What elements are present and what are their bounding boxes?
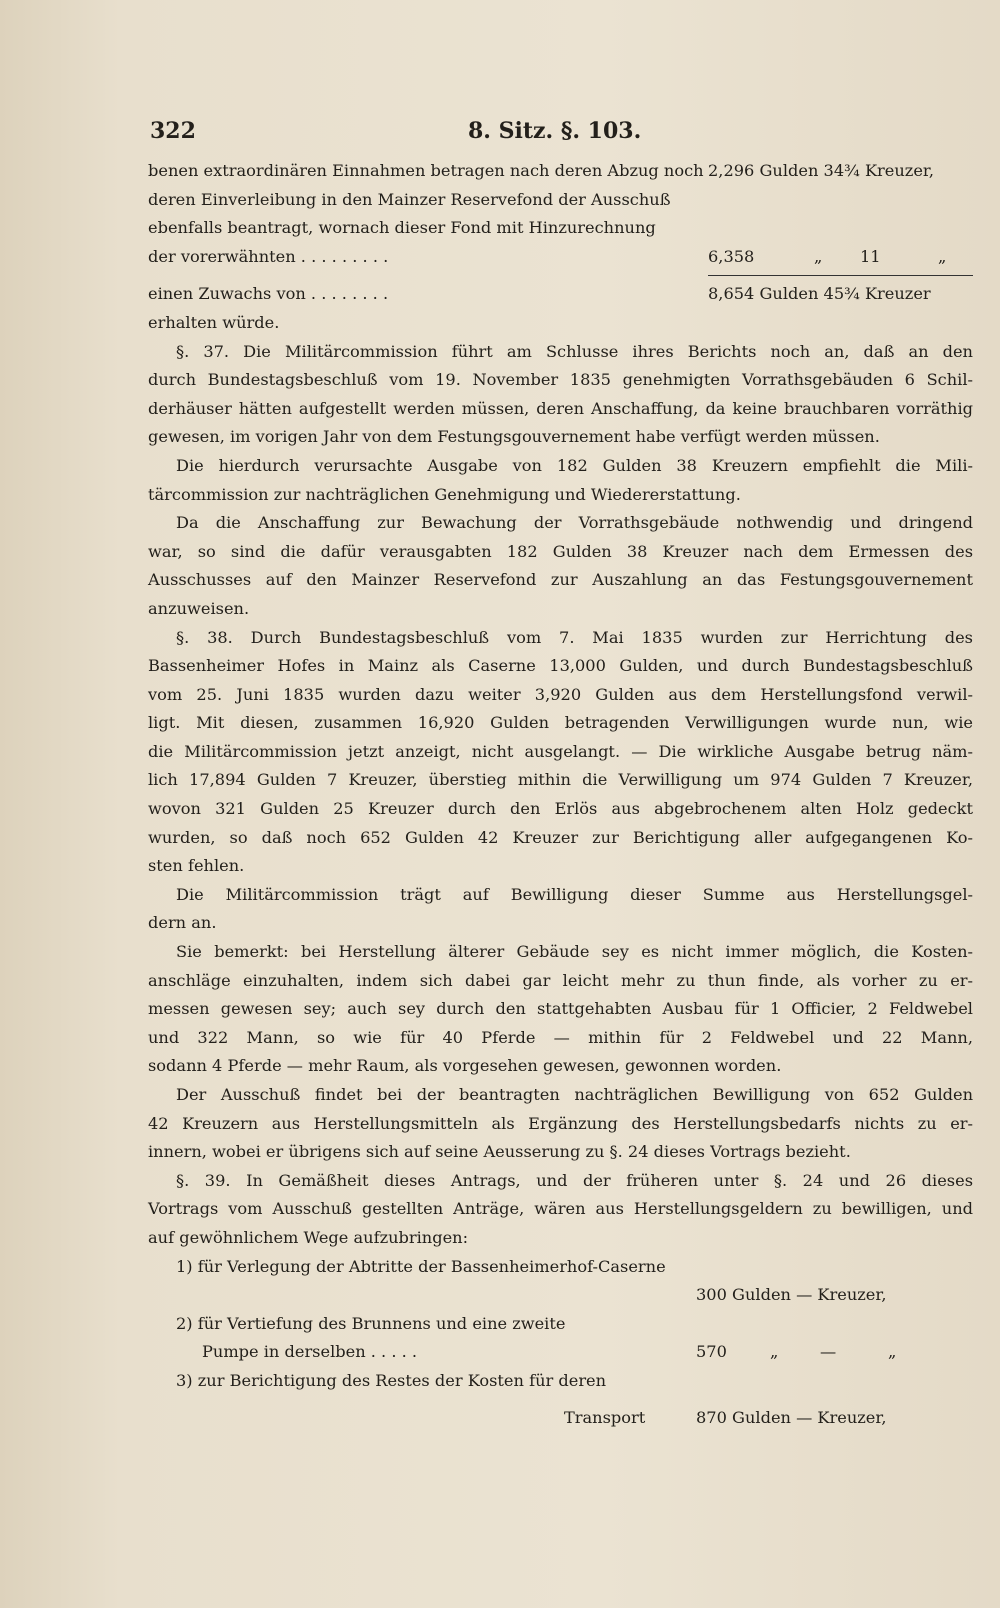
calc-amount: 2,296 Gulden 34¾ Kreuzer, bbox=[708, 161, 935, 180]
ditto-mark: „ bbox=[814, 246, 823, 266]
text-line: sodann 4 Pferde — mehr Raum, als vorgesehen gewesen, gewonnen worden. bbox=[148, 1056, 782, 1076]
list-item: 3) zur Berichtigung des Restes der Kosten für deren bbox=[176, 1370, 607, 1390]
text-line: anschläge einzuhalten, indem sich dabei gar leicht mehr zu thun finde, als vorher zu er- bbox=[148, 970, 973, 990]
text-line: durch Bundestagsbeschluß vom 19. November 1835 genehmigten Vorrathsgebäuden 6 Schil- bbox=[148, 370, 973, 390]
calc-text: einen Zuwachs von . . . . . . . . bbox=[148, 284, 389, 304]
text-line: 42 Kreuzern aus Herstellungsmitteln als Ergänzung des Herstellungsbedarfs nichts zu er- bbox=[148, 1113, 973, 1133]
sum-rule bbox=[708, 275, 973, 276]
calc-kreuzer: 11 bbox=[860, 246, 881, 266]
text-line: derhäuser hätten aufgestellt werden müssen, deren Anschaffung, da keine brauchbaren vorräthig bbox=[148, 398, 973, 418]
text-line: lich 17,894 Gulden 7 Kreuzer, überstieg mithin die Verwilligung um 974 Gulden 7 Kreuzer, bbox=[148, 770, 973, 790]
calc-total: 8,654 Gulden 45¾ Kreuzer bbox=[708, 284, 931, 304]
ditto-mark: „ bbox=[888, 1342, 897, 1362]
page-header bbox=[150, 118, 970, 148]
page-body bbox=[148, 157, 973, 1432]
transport-label: Transport bbox=[564, 1407, 646, 1427]
item-amount: 570 bbox=[696, 1342, 727, 1362]
list-item bbox=[148, 1338, 973, 1367]
text-line: Bassenheimer Hofes in Mainz als Caserne 13,000 Gulden, und durch Bundestagsbeschluß bbox=[148, 656, 973, 676]
text-line bbox=[148, 280, 973, 309]
running-head: 8. Sitz. §. 103. bbox=[468, 118, 642, 144]
text-line: innern, wobei er übrigens sich auf seine Aeusserung zu §. 24 dieses Vortrags bezieht. bbox=[148, 1142, 851, 1162]
text-line: Sie bemerkt: bei Herstellung älterer Gebäude sey es nicht immer möglich, die Kosten- bbox=[176, 942, 973, 962]
text-line: gewesen, im vorigen Jahr von dem Festungsgouvernement habe verfügt werden müssen. bbox=[148, 427, 880, 447]
text-line: erhalten würde. bbox=[148, 312, 280, 332]
calc-amount: 6,358 bbox=[708, 246, 755, 266]
ditto-mark: „ bbox=[938, 246, 947, 266]
text-line: ebenfalls beantragt, wornach dieser Fond mit Hinzurechnung bbox=[148, 218, 656, 238]
text-line: anzuweisen. bbox=[148, 598, 250, 618]
list-item: 1) für Verlegung der Abtritte der Bassenheimerhof-Caserne bbox=[176, 1256, 666, 1276]
text-line: Vortrags vom Ausschuß gestellten Anträge, wären aus Herstellungsgeldern zu bewilligen, und bbox=[148, 1199, 973, 1219]
text-line: die Militärcommission jetzt anzeigt, nicht ausgelangt. — Die wirkliche Ausgabe betrug näm- bbox=[148, 741, 973, 761]
text-line: §. 37. Die Militärcommission führt am Schlusse ihres Berichts noch an, daß an den bbox=[176, 341, 973, 361]
page-number: 322 bbox=[150, 118, 196, 144]
text-line: Da die Anschaffung zur Bewachung der Vorrathsgebäude nothwendig und dringend bbox=[176, 513, 973, 533]
text-line: dern an. bbox=[148, 913, 217, 933]
text-line bbox=[148, 157, 973, 186]
text-line: §. 39. In Gemäßheit dieses Antrags, und der früheren unter §. 24 und 26 dieses bbox=[176, 1170, 973, 1190]
text-line: Der Ausschuß findet bei der beantragten nachträglichen Bewilligung von 652 Gulden bbox=[176, 1085, 973, 1104]
text-line: und 322 Mann, so wie für 40 Pferde — mithin für 2 Feldwebel und 22 Mann, bbox=[148, 1027, 973, 1047]
text-line: war, so sind die dafür verausgabten 182 Gulden 38 Kreuzer nach dem Ermessen des bbox=[148, 541, 973, 561]
calc-text: der vorerwähnten . . . . . . . . . bbox=[148, 246, 389, 266]
transport-line bbox=[148, 1404, 973, 1433]
item-amount-line bbox=[148, 1281, 973, 1310]
text-line: Ausschusses auf den Mainzer Reservefond zur Auszahlung an das Festungsgouvernement bbox=[148, 570, 973, 590]
text-line: ligt. Mit diesen, zusammen 16,920 Gulden betragenden Verwilligungen wurde nun, wie bbox=[148, 713, 973, 733]
item-amount: 300 Gulden — Kreuzer, bbox=[696, 1285, 887, 1305]
ditto-mark: „ bbox=[770, 1342, 779, 1362]
transport-amount: 870 Gulden — Kreuzer, bbox=[696, 1407, 887, 1427]
text-line: deren Einverleibung in den Mainzer Reservefond der Ausschuß bbox=[148, 189, 671, 209]
text-line: sten fehlen. bbox=[148, 856, 245, 876]
text-line: vom 25. Juni 1835 wurden dazu weiter 3,920 Gulden aus dem Herstellungsfond verwil- bbox=[148, 684, 973, 704]
text-line: Die Militärcommission trägt auf Bewilligung dieser Summe aus Herstellungsgel- bbox=[176, 884, 973, 904]
text-line: auf gewöhnlichem Wege aufzubringen: bbox=[148, 1227, 469, 1247]
text-line: Die hierdurch verursachte Ausgabe von 182 Gulden 38 Kreuzern empfiehlt die Mili- bbox=[176, 455, 973, 475]
text-line: tärcommission zur nachträglichen Genehmigung und Wiedererstattung. bbox=[148, 484, 741, 504]
text-line bbox=[148, 243, 973, 272]
text-line: wurden, so daß noch 652 Gulden 42 Kreuzer zur Berichtigung aller aufgegangenen Ko- bbox=[148, 827, 973, 847]
text-line: §. 38. Durch Bundestagsbeschluß vom 7. Mai 1835 wurden zur Herrichtung des bbox=[176, 627, 973, 647]
calc-text: benen extraordinären Einnahmen betragen nach deren Abzug noch bbox=[148, 161, 704, 180]
item-dash: — bbox=[820, 1342, 837, 1362]
item-text: Pumpe in derselben . . . . . bbox=[202, 1342, 418, 1362]
text-line: wovon 321 Gulden 25 Kreuzer durch den Erlös aus abgebrochenem alten Holz gedeckt bbox=[148, 799, 973, 819]
text-line: messen gewesen sey; auch sey durch den stattgehabten Ausbau für 1 Officier, 2 Feldwebel bbox=[148, 999, 973, 1019]
list-item: 2) für Vertiefung des Brunnens und eine zweite bbox=[176, 1313, 566, 1333]
